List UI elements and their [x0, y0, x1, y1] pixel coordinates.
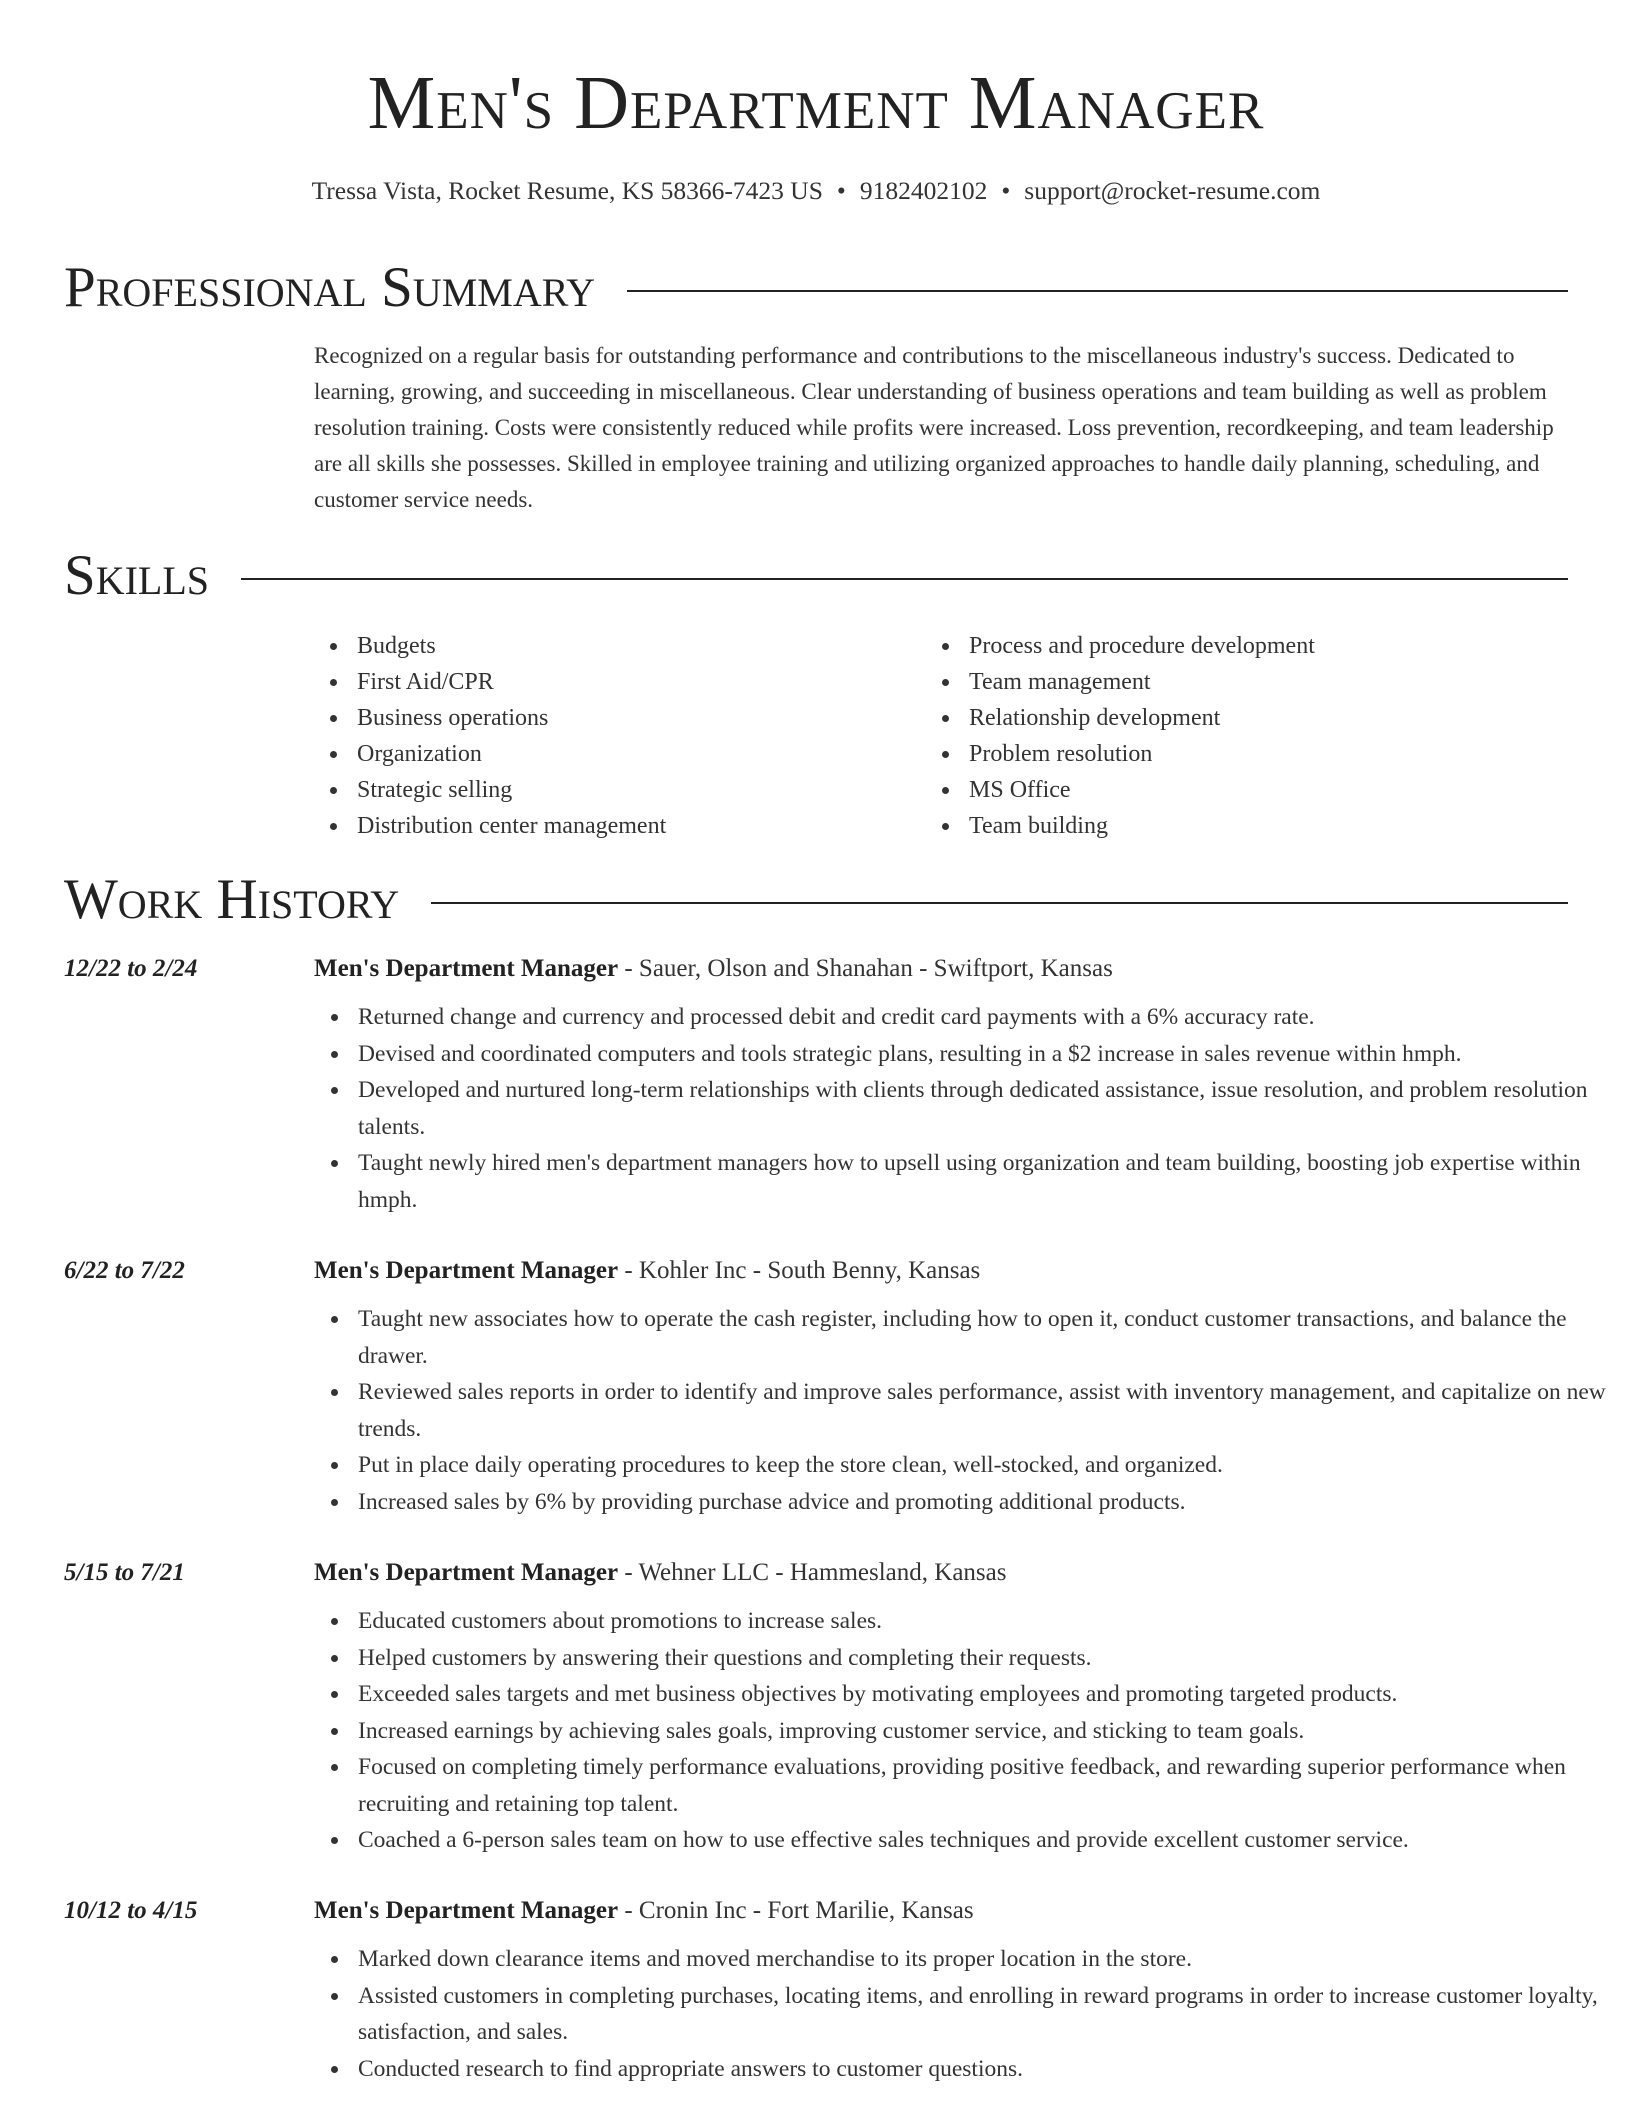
skill-item: Strategic selling: [357, 772, 666, 808]
job-bullet: Increased earnings by achieving sales goals, improving customer service, and sticking to team goals.: [358, 1713, 1628, 1750]
skill-item: Process and procedure development: [969, 628, 1315, 664]
skill-item: Relationship development: [969, 700, 1315, 736]
job-bullet: Marked down clearance items and moved merchandise to its proper location in the store.: [358, 1941, 1628, 1978]
job-bullet: Conducted research to find appropriate answers to customer questions.: [358, 2051, 1628, 2088]
section-header-work-history: [64, 867, 1568, 933]
job-company-location: - Cronin Inc - Fort Marilie, Kansas: [618, 1897, 974, 1924]
section-header-skills: [64, 543, 1568, 609]
job-title: Men's Department Manager: [314, 955, 619, 982]
resume-name-heading: Men's Department Manager: [367, 61, 1265, 145]
job-dates: 10/12 to 4/15: [64, 1897, 198, 1924]
job-bullet: Returned change and currency and processed debit and credit card payments with a 6% accuracy rate.: [358, 999, 1628, 1036]
section-divider: [241, 578, 1568, 580]
section-title: Skills: [64, 544, 210, 607]
skills-list-left: [357, 628, 666, 844]
section-title: Professional Summary: [64, 256, 596, 319]
job-bullet: Put in place daily operating procedures to keep the store clean, well-stocked, and organized.: [358, 1447, 1628, 1484]
job-title-line: [314, 951, 1113, 987]
summary-paragraph: Recognized on a regular basis for outstanding performance and contributions to the miscellaneous industry's success. Dedicated to learning, growing, and succeeding in miscellaneous. Clear understanding of business operations and team building as well as problem resolution training. Costs were consistently reduced while profits were increased. Loss prevention, recordkeeping, and team leadership are all skills she possesses. Skilled in employee training and utilizing organized approaches to handle daily planning, scheduling, and customer service needs.: [314, 343, 1554, 512]
address-text: Tressa Vista, Rocket Resume, KS 58366-7423 US: [311, 176, 823, 205]
job-bullets: [358, 1301, 1628, 1520]
skill-item: Business operations: [357, 700, 666, 736]
skill-item: Team building: [969, 808, 1315, 844]
section-divider: [431, 902, 1568, 904]
skill-item: Team management: [969, 664, 1315, 700]
job-bullet: Reviewed sales reports in order to identify and improve sales performance, assist with inventory management, and capitalize on new trends.: [358, 1374, 1628, 1447]
phone-text: 9182402102: [859, 176, 988, 205]
job-bullet: Helped customers by answering their questions and completing their requests.: [358, 1640, 1628, 1677]
job-bullet: Assisted customers in completing purchases, locating items, and enrolling in reward programs in order to increase customer loyalty, satisfaction, and sales.: [358, 1978, 1628, 2051]
job-bullet: Exceeded sales targets and met business objectives by motivating employees and promoting targeted products.: [358, 1676, 1628, 1713]
job-bullet: Increased sales by 6% by providing purchase advice and promoting additional products.: [358, 1484, 1628, 1521]
skills-list-right: [969, 628, 1315, 844]
job-title-line: [314, 1555, 1007, 1591]
job-company-location: - Sauer, Olson and Shanahan - Swiftport, Kansas: [618, 955, 1113, 982]
job-dates: 6/22 to 7/22: [64, 1257, 185, 1284]
job-bullet: Developed and nurtured long-term relationships with clients through dedicated assistance, issue resolution, and problem resolution talents.: [358, 1072, 1628, 1145]
job-bullet: Taught new associates how to operate the cash register, including how to open it, conduct customer transactions, and balance the drawer.: [358, 1301, 1628, 1374]
contact-separator: •: [1001, 176, 1011, 205]
skill-item: MS Office: [969, 772, 1315, 808]
skill-item: Problem resolution: [969, 736, 1315, 772]
job-title: Men's Department Manager: [314, 1257, 619, 1284]
job-bullets: [358, 999, 1628, 1218]
job-dates: 5/15 to 7/21: [64, 1559, 185, 1586]
job-title-line: [314, 1253, 980, 1289]
job-bullet: Educated customers about promotions to increase sales.: [358, 1603, 1628, 1640]
job-bullet: Devised and coordinated computers and tools strategic plans, resulting in a $2 increase in sales revenue within hmph.: [358, 1036, 1628, 1073]
job-dates: 12/22 to 2/24: [64, 955, 198, 982]
job-title-line: [314, 1893, 974, 1929]
email-link[interactable]: support@rocket-resume.com: [1024, 176, 1321, 205]
skill-item: Distribution center management: [357, 808, 666, 844]
contact-separator: •: [836, 176, 846, 205]
section-divider: [627, 290, 1568, 292]
job-bullets: [358, 1941, 1628, 2087]
job-company-location: - Wehner LLC - Hammesland, Kansas: [618, 1559, 1007, 1586]
skill-item: First Aid/CPR: [357, 664, 666, 700]
skill-item: Organization: [357, 736, 666, 772]
job-bullet: Coached a 6-person sales team on how to use effective sales techniques and provide excellent customer service.: [358, 1822, 1628, 1859]
job-title: Men's Department Manager: [314, 1897, 619, 1924]
job-company-location: - Kohler Inc - South Benny, Kansas: [618, 1257, 981, 1284]
section-header-summary: [64, 255, 1568, 321]
section-title: Work History: [64, 868, 400, 931]
job-bullet: Taught newly hired men's department managers how to upsell using organization and team building, boosting job expertise within hmph.: [358, 1145, 1628, 1218]
job-bullets: [358, 1603, 1628, 1859]
contact-line: [0, 174, 1632, 208]
job-bullet: Focused on completing timely performance evaluations, providing positive feedback, and rewarding superior performance when recruiting and retaining top talent.: [358, 1749, 1628, 1822]
skill-item: Budgets: [357, 628, 666, 664]
job-title: Men's Department Manager: [314, 1559, 619, 1586]
